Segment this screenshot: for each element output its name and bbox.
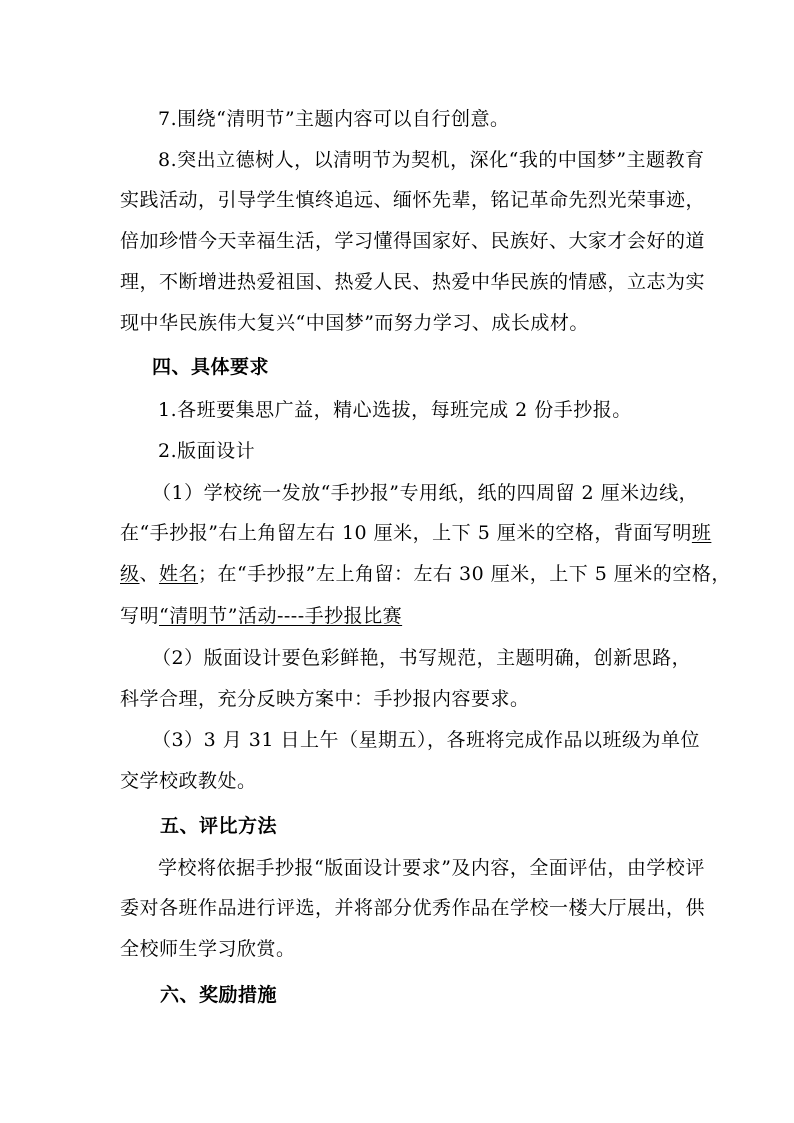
section-5-line-1: 学校将依据手抄报“版面设计要求”及内容，全面评估，由学校评	[158, 857, 705, 879]
sub-1-line-4	[120, 604, 402, 628]
section-6-heading: 六、奖励措施	[160, 984, 278, 1006]
sub-2-line-2: 科学合理，充分反映方案中：手抄报内容要求。	[120, 688, 530, 710]
sub-1-line-1: （1）学校统一发放“手抄报”专用纸，纸的四周留 2 厘米边线，	[152, 482, 699, 504]
section-4-item-1: 1.各班要集思广益，精心选拔，每班完成 2 份手抄报。	[158, 399, 632, 421]
section-5-heading: 五、评比方法	[160, 815, 278, 837]
sub-1-line-2-text: 在“手抄报”右上角留左右 10 厘米，上下 5 厘米的空格，背面写明	[120, 522, 692, 544]
section-5-line-3: 全校师生学习欣赏。	[120, 938, 296, 960]
sub-3-line-1: （3）3 月 31 日上午（星期五），各班将完成作品以班级为单位	[152, 729, 700, 751]
item-8-line-2: 实践活动，引导学生慎终追远、缅怀先辈，铭记革命先烈光荣事迹，	[120, 189, 706, 211]
item-7: 7.围绕“清明节”主题内容可以自行创意。	[158, 108, 510, 130]
sub-1-line-3	[120, 562, 731, 586]
contest-title: “清明节”活动----手抄报比赛	[159, 605, 403, 627]
item-8-line-4: 理，不断增进热爱祖国、热爱人民、热爱中华民族的情感，立志为实	[120, 271, 706, 293]
sub-1-line-2	[120, 521, 711, 545]
class-label-part-1: 班	[691, 522, 712, 544]
item-8-line-1: 8.突出立德树人，以清明节为契机，深化“我的中国梦”主题教育	[158, 149, 705, 171]
item-8-line-5: 现中华民族伟大复兴“中国梦”而努力学习、成长成材。	[120, 312, 589, 334]
sub-1-line-3-rest: ；在“手抄报”左上角留：左右 30 厘米，上下 5 厘米的空格，	[198, 563, 731, 585]
sub-3-line-2: 交学校政教处。	[120, 770, 257, 792]
name-label: 姓名	[159, 563, 199, 585]
class-label-part-2: 级	[120, 563, 140, 585]
item-8-line-3: 倍加珍惜今天幸福生活，学习懂得国家好、民族好、大家才会好的道	[120, 230, 706, 252]
sub-2-line-1: （2）版面设计要色彩鲜艳，书写规范，主题明确，创新思路，	[152, 647, 692, 669]
section-4-heading: 四、具体要求	[152, 356, 270, 378]
sub-1-line-4-text: 写明	[120, 605, 160, 627]
separator: 、	[139, 563, 160, 585]
section-4-item-2: 2.版面设计	[158, 440, 256, 462]
section-5-line-2: 委对各班作品进行评选，并将部分优秀作品在学校一楼大厅展出，供	[120, 897, 706, 919]
